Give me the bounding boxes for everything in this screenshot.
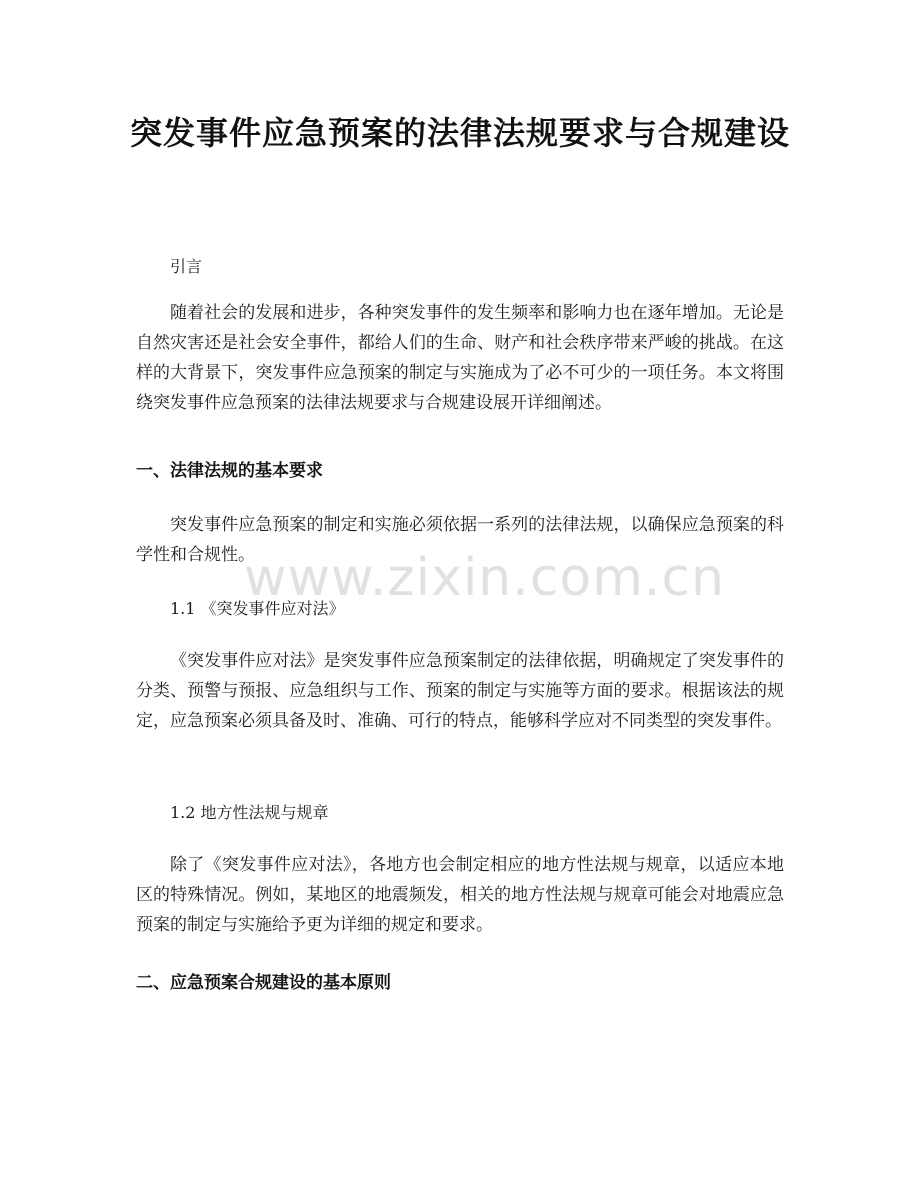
section-2-heading: 二、应急预案合规建设的基本原则 [136, 973, 391, 993]
subsection-1-1-paragraph: 《突发事件应对法》是突发事件应急预案制定的法律依据，明确规定了突发事件的分类、预警与预报、应急组织与工作、预案的制定与实施等方面的要求。根据该法的规定，应急预案必须具备及时、准确、可行的特点，能够科学应对不同类型的突发事件。 [136, 651, 784, 731]
intro-heading: 引言 [170, 257, 203, 276]
subsection-1-1-heading: 1.1 《突发事件应对法》 [170, 599, 345, 618]
intro-paragraph: 随着社会的发展和进步，各种突发事件的发生频率和影响力也在逐年增加。无论是自然灾害还是社会安全事件，都给人们的生命、财产和社会秩序带来严峻的挑战。在这样的大背景下，突发事件应急预案的制定与实施成为了必不可少的一项任务。本文将围绕突发事件应急预案的法律法规要求与合规建设展开详细阐述。 [136, 303, 784, 413]
subsection-1-2-paragraph: 除了《突发事件应对法》，各地方也会制定相应的地方性法规与规章，以适应本地区的特殊情况。例如，某地区的地震频发，相关的地方性法规与规章可能会对地震应急预案的制定与实施给予更为详细的规定和要求。 [136, 855, 784, 935]
subsection-1-2-heading: 1.2 地方性法规与规章 [170, 803, 329, 822]
document-title: 突发事件应急预案的法律法规要求与合规建设 [129, 114, 790, 152]
section-1-paragraph: 突发事件应急预案的制定和实施必须依据一系列的法律法规，以确保应急预案的科学性和合规性。 [136, 515, 784, 565]
section-1-heading: 一、法律法规的基本要求 [136, 461, 323, 481]
watermark: www.zixin.com.cn [244, 548, 725, 608]
